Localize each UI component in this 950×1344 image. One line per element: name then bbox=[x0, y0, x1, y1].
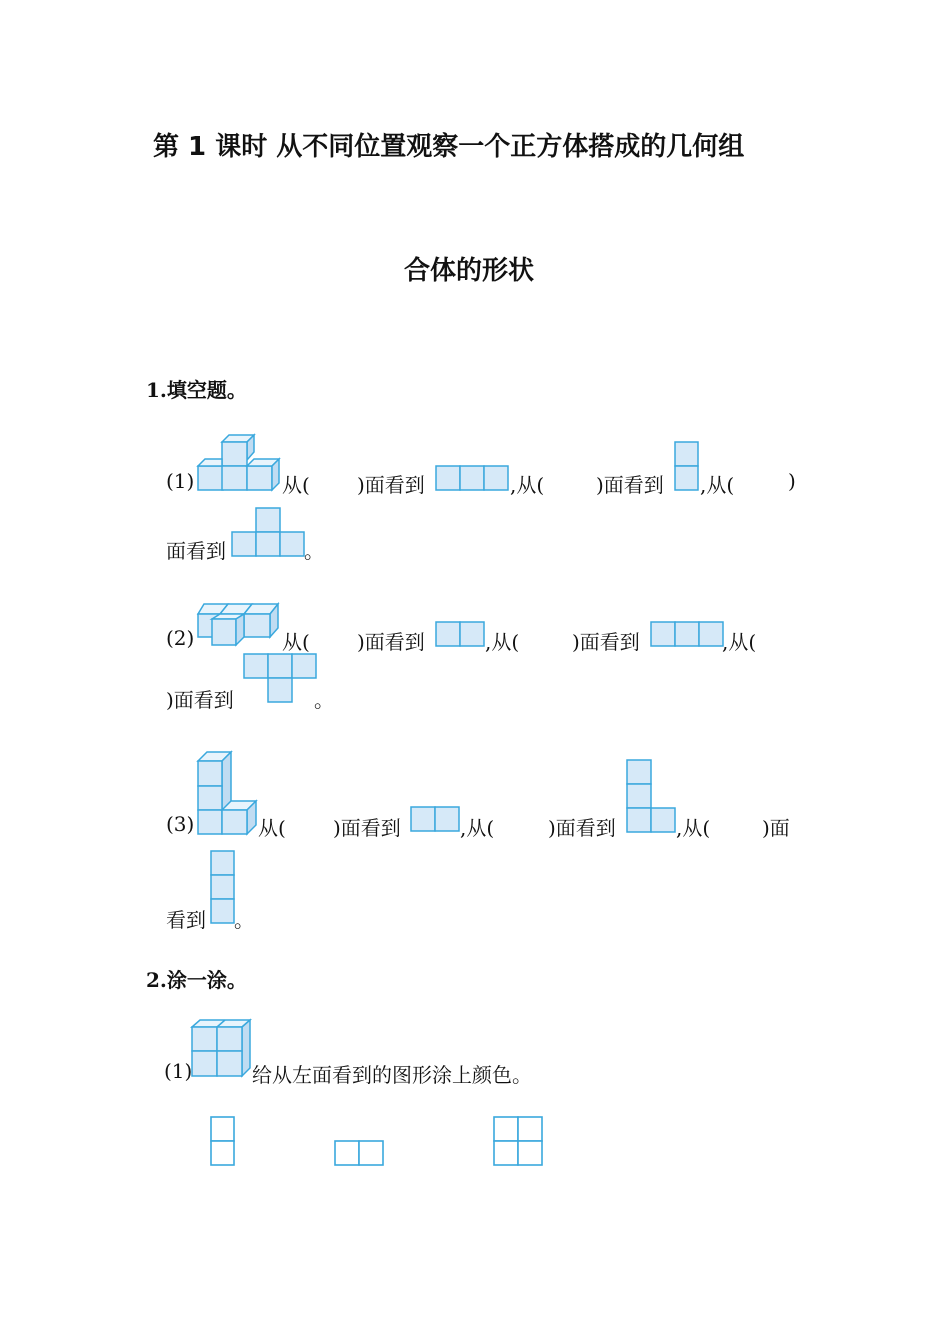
q1-p3-view-l-shape bbox=[627, 760, 677, 833]
q1-p1-text-d: )面看到 bbox=[596, 473, 664, 497]
q1-p3-text-b: )面看到 bbox=[333, 816, 401, 840]
q1-p2-text-b: )面看到 bbox=[357, 630, 425, 654]
q1-p1-text-a: 从( bbox=[282, 473, 310, 497]
q2-option-vertical-2[interactable] bbox=[211, 1117, 236, 1166]
q2-p1-solid-figure bbox=[192, 1019, 252, 1077]
q1-p1-text-h: 。 bbox=[304, 539, 324, 563]
q1-p1-text-f: ) bbox=[788, 469, 796, 493]
q1-p3-view-col3 bbox=[211, 851, 236, 924]
q1-p3-text-d: )面看到 bbox=[548, 816, 616, 840]
q1-p1-number: (1) bbox=[166, 469, 195, 493]
q1-p1-view-col2 bbox=[675, 442, 700, 491]
q1-p3-text-g: 看到 bbox=[166, 908, 206, 932]
q1-p3-text-c: ,从( bbox=[460, 816, 495, 840]
q1-p1-solid-figure bbox=[198, 432, 280, 492]
q1-p3-solid-figure bbox=[198, 751, 258, 835]
q1-p1-text-b: )面看到 bbox=[357, 473, 425, 497]
q1-p1-text-e: ,从( bbox=[700, 473, 735, 497]
q1-p3-text-f: )面 bbox=[762, 816, 790, 840]
q1-p1-view-t-shape bbox=[232, 508, 306, 557]
q1-p1-text-g: 面看到 bbox=[166, 539, 226, 563]
q2-option-square-2x2[interactable] bbox=[494, 1117, 544, 1166]
q1-p3-text-a: 从( bbox=[258, 816, 286, 840]
q1-p3-number: (3) bbox=[166, 812, 195, 836]
q1-p2-view-row3 bbox=[651, 622, 725, 647]
q1-p2-view-row2 bbox=[436, 622, 486, 647]
q1-p3-view-row2 bbox=[411, 807, 461, 832]
q1-p2-solid-figure bbox=[198, 603, 282, 649]
q1-p2-text-a: 从( bbox=[282, 630, 310, 654]
q1-p2-view-t-shape bbox=[244, 654, 318, 703]
q1-p2-text-d: )面看到 bbox=[572, 630, 640, 654]
q1-p3-text-h: 。 bbox=[234, 908, 254, 932]
page-title-line1: 第 1 课时 从不同位置观察一个正方体搭成的几何组 bbox=[153, 132, 745, 162]
q1-p3-text-e: ,从( bbox=[676, 816, 711, 840]
q1-p2-number: (2) bbox=[166, 626, 195, 650]
q1-p1-view-row3 bbox=[436, 466, 510, 491]
q2-p1-instruction: 给从左面看到的图形涂上颜色。 bbox=[252, 1063, 532, 1087]
page-title-line2: 合体的形状 bbox=[404, 256, 535, 286]
q1-p2-text-g: 。 bbox=[314, 688, 334, 712]
question-2-heading: 2.涂一涂。 bbox=[146, 968, 247, 992]
q2-option-horizontal-2[interactable] bbox=[335, 1141, 385, 1166]
q1-p1-text-c: ,从( bbox=[510, 473, 545, 497]
q1-p2-text-f: )面看到 bbox=[166, 688, 234, 712]
q1-p2-text-c: ,从( bbox=[485, 630, 520, 654]
q2-p1-number: (1) bbox=[164, 1059, 193, 1083]
q1-p2-text-e: ,从( bbox=[722, 630, 757, 654]
question-1-heading: 1.填空题。 bbox=[146, 378, 247, 402]
